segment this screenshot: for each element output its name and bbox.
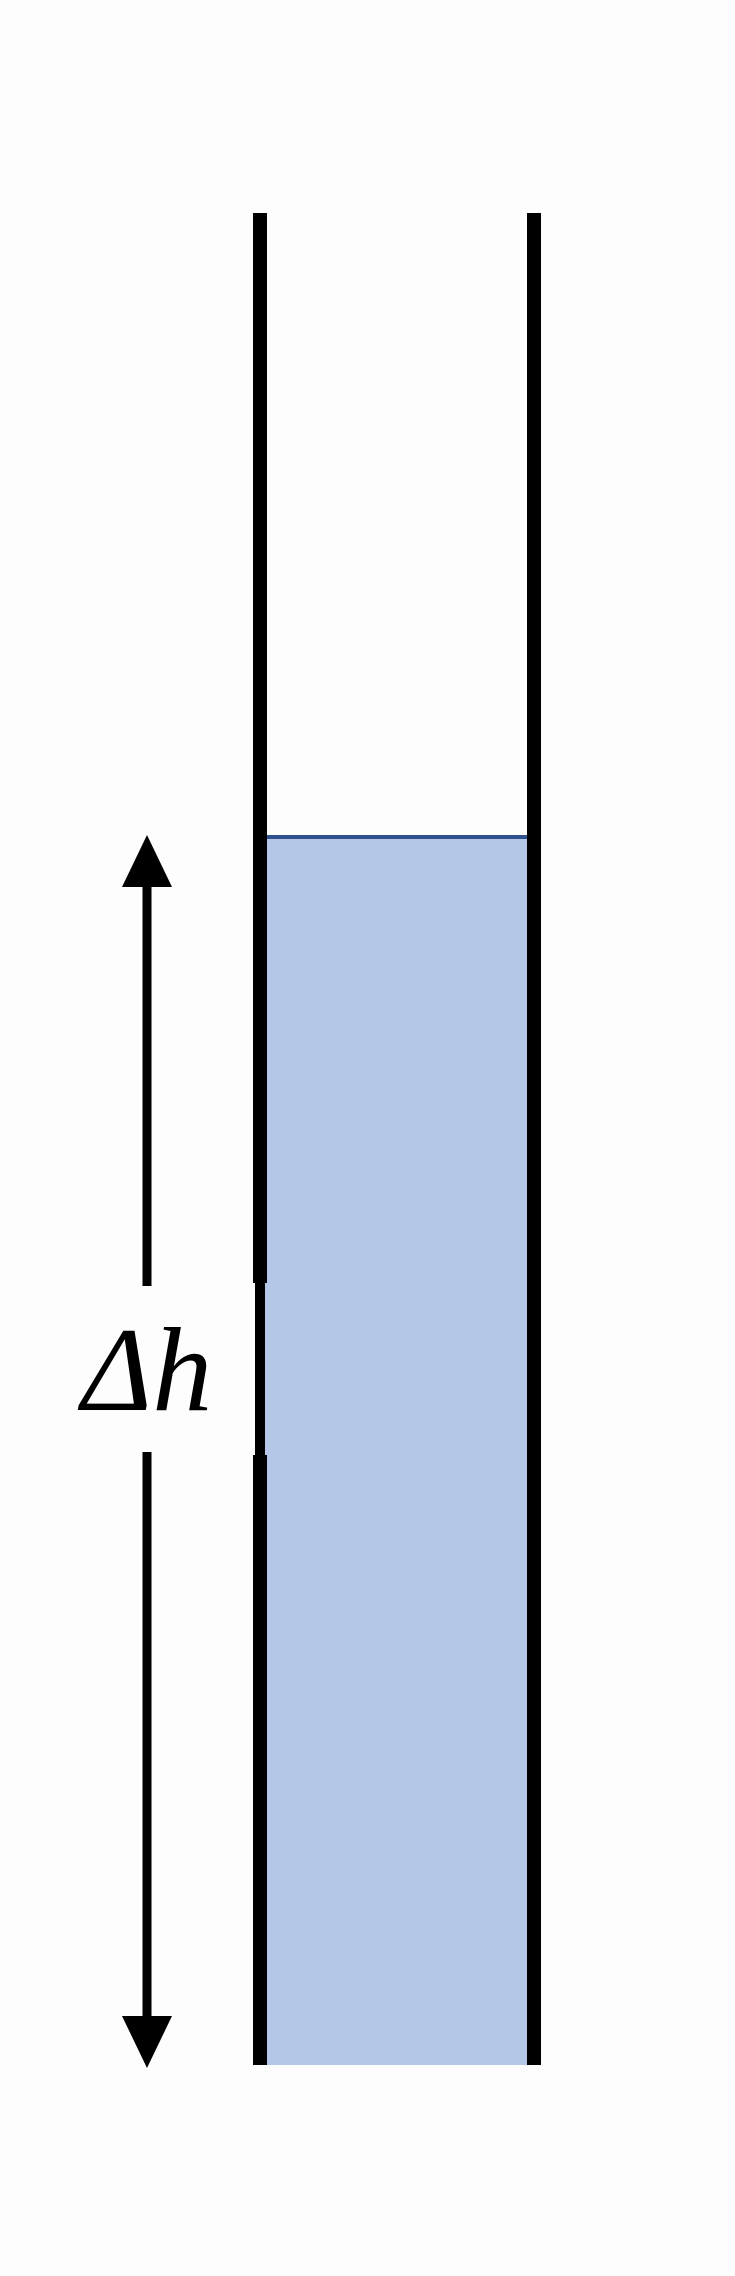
tube-left-wall-lower bbox=[253, 1455, 267, 2065]
arrow-up-head-icon bbox=[122, 835, 172, 887]
liquid-column bbox=[265, 837, 527, 2065]
tube-right-wall bbox=[527, 213, 541, 2065]
height-difference-arrow bbox=[122, 835, 172, 2068]
height-difference-label: Δh bbox=[81, 1303, 213, 1436]
tube-left-wall-gap-edge bbox=[255, 1283, 265, 1455]
tube-left-wall-upper bbox=[253, 213, 267, 1283]
arrow-down-head-icon bbox=[122, 2016, 172, 2068]
